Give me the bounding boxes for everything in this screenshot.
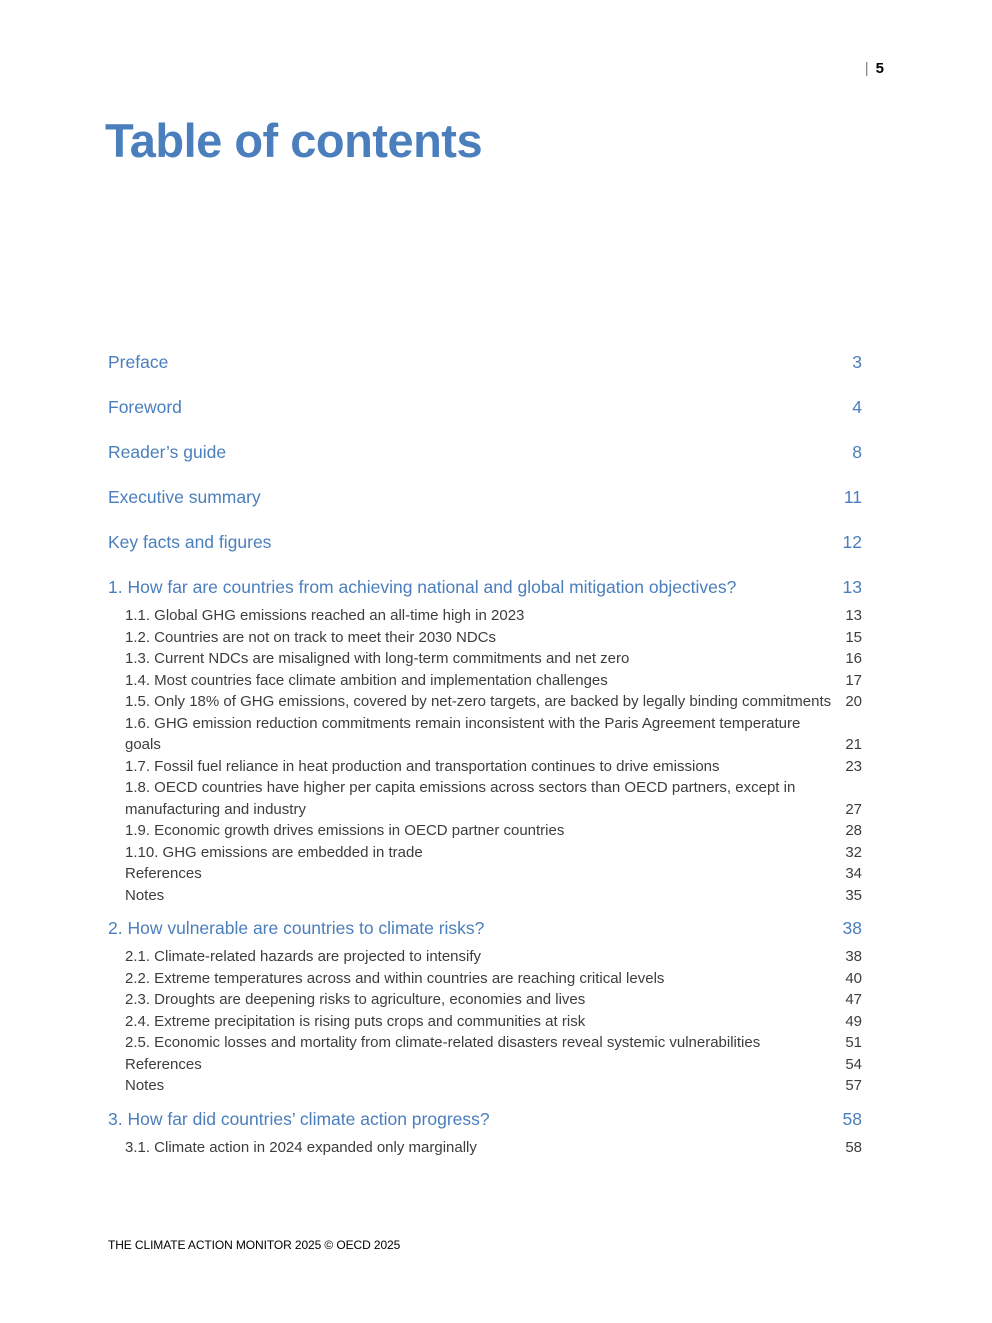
entry-label: 2.2. Extreme temperatures across and within countries are reaching critical levels	[125, 969, 665, 987]
entry-label: 1.3. Current NDCs are misaligned with long-term commitments and net zero	[125, 650, 630, 667]
entry-page: 27	[845, 800, 862, 818]
toc-entry[interactable]	[108, 352, 862, 373]
toc-entry[interactable]	[108, 1054, 862, 1076]
entry-label: 1.6. GHG emission reduction commitments remain inconsistent with the Paris Agreement temperature goals	[125, 714, 801, 753]
chapter-page: 58	[842, 1108, 862, 1129]
entry-label: 1.4. Most countries face climate ambition and implementation challenges	[125, 671, 608, 689]
toc-entry[interactable]	[108, 946, 862, 968]
chapter-items	[108, 605, 862, 906]
toc-entry[interactable]	[108, 442, 862, 463]
toc-chapter-entry[interactable]	[108, 918, 862, 939]
entry-label: Foreword	[108, 397, 182, 417]
entry-label: 1.7. Fossil fuel reliance in heat production and transportation continues to drive emissions	[125, 757, 720, 775]
toc-entry[interactable]	[108, 756, 862, 778]
header-separator: |	[864, 60, 869, 77]
entry-label: Executive summary	[108, 487, 261, 507]
chapter-page: 38	[842, 918, 862, 938]
entry-label: Preface	[108, 352, 169, 372]
entry-label: 1.10. GHG emissions are embedded in trade	[125, 843, 423, 861]
front-matter-list	[108, 352, 862, 553]
toc-entry[interactable]	[108, 605, 862, 627]
entry-page: 17	[845, 671, 862, 689]
toc-entry[interactable]	[108, 691, 862, 713]
entry-label: References	[125, 1055, 202, 1073]
entry-page: 57	[845, 1077, 862, 1094]
entry-page: 51	[845, 1034, 862, 1051]
entry-page: 21	[845, 736, 862, 753]
entry-label: 2.3. Droughts are deepening risks to agriculture, economies and lives	[125, 991, 586, 1008]
header-page-number: 5	[875, 60, 884, 77]
entry-page: 35	[845, 886, 862, 904]
toc-entry[interactable]	[108, 989, 862, 1011]
toc-entry[interactable]	[108, 1137, 862, 1159]
entry-page: 47	[845, 991, 862, 1008]
toc-entry[interactable]	[108, 627, 862, 649]
chapter-page: 13	[842, 577, 862, 597]
toc-entry[interactable]	[108, 842, 862, 864]
entry-page: 20	[845, 693, 862, 710]
toc-entry[interactable]	[108, 397, 862, 418]
entry-page: 58	[845, 1138, 862, 1156]
toc-entry[interactable]	[108, 1075, 862, 1097]
entry-label: Notes	[125, 886, 165, 904]
entry-page: 49	[845, 1012, 862, 1030]
toc-chapter	[108, 918, 862, 1097]
entry-label: Key facts and figures	[108, 532, 272, 552]
entry-page: 40	[845, 969, 862, 987]
toc-entry[interactable]	[108, 532, 862, 553]
chapter-title: 1. How far are countries from achieving national and global mitigation objectives?	[108, 577, 737, 597]
entry-page: 11	[843, 487, 862, 507]
entry-label: Reader’s guide	[108, 442, 227, 462]
entry-label: 2.1. Climate-related hazards are projected to intensify	[125, 948, 482, 965]
toc-entry[interactable]	[108, 648, 862, 670]
toc-chapter	[108, 1109, 862, 1159]
chapter-title: 3. How far did countries’ climate action progress?	[108, 1108, 490, 1129]
toc-entry[interactable]	[108, 1011, 862, 1033]
entry-page: 34	[845, 865, 862, 882]
toc-entry[interactable]	[108, 820, 862, 842]
entry-page: 28	[845, 822, 862, 839]
chapter-items	[108, 1137, 862, 1159]
toc-entry[interactable]	[108, 777, 862, 820]
toc-entry[interactable]	[108, 713, 862, 756]
entry-page: 16	[845, 650, 862, 667]
entry-label: 1.9. Economic growth drives emissions in OECD partner countries	[125, 822, 565, 839]
toc-entry[interactable]	[108, 885, 862, 907]
entry-page: 38	[845, 948, 862, 965]
entry-label: References	[125, 865, 202, 882]
table-of-contents	[108, 352, 862, 1158]
entry-page: 15	[845, 628, 862, 646]
toc-entry[interactable]	[108, 670, 862, 692]
entry-label: 2.5. Economic losses and mortality from climate-related disasters reveal systemic vulnerabilities	[125, 1034, 761, 1051]
entry-page: 4	[852, 397, 862, 417]
entry-page: 12	[842, 532, 862, 552]
chapter-list	[108, 577, 862, 1158]
toc-entry[interactable]	[108, 968, 862, 990]
toc-entry[interactable]	[108, 1032, 862, 1054]
entry-label: 1.5. Only 18% of GHG emissions, covered by net-zero targets, are backed by legally binding commitments	[125, 693, 832, 710]
toc-entry[interactable]	[108, 487, 862, 508]
entry-label: 1.1. Global GHG emissions reached an all-time high in 2023	[125, 607, 525, 624]
entry-label: 2.4. Extreme precipitation is rising puts crops and communities at risk	[125, 1012, 586, 1030]
entry-page: 13	[845, 607, 862, 624]
page-title: Table of contents	[105, 114, 483, 167]
entry-page: 8	[852, 442, 862, 462]
entry-label: Notes	[125, 1077, 165, 1094]
toc-chapter-entry[interactable]	[108, 577, 862, 598]
footer-running-title: THE CLIMATE ACTION MONITOR 2025 © OECD 2025	[108, 1238, 401, 1252]
chapter-title: 2. How vulnerable are countries to climate risks?	[108, 918, 485, 938]
chapter-items	[108, 946, 862, 1097]
page-header	[865, 60, 884, 77]
entry-page: 54	[845, 1055, 862, 1073]
toc-chapter	[108, 577, 862, 906]
entry-page: 32	[845, 843, 862, 861]
toc-entry[interactable]	[108, 863, 862, 885]
toc-chapter-entry[interactable]	[108, 1109, 862, 1130]
entry-label: 1.2. Countries are not on track to meet their 2030 NDCs	[125, 628, 497, 646]
entry-label: 1.8. OECD countries have higher per capita emissions across sectors than OECD partners, except in manufacturing and industry	[125, 779, 796, 818]
entry-page: 3	[852, 352, 862, 372]
entry-label: 3.1. Climate action in 2024 expanded only marginally	[125, 1138, 477, 1156]
entry-page: 23	[845, 757, 862, 775]
